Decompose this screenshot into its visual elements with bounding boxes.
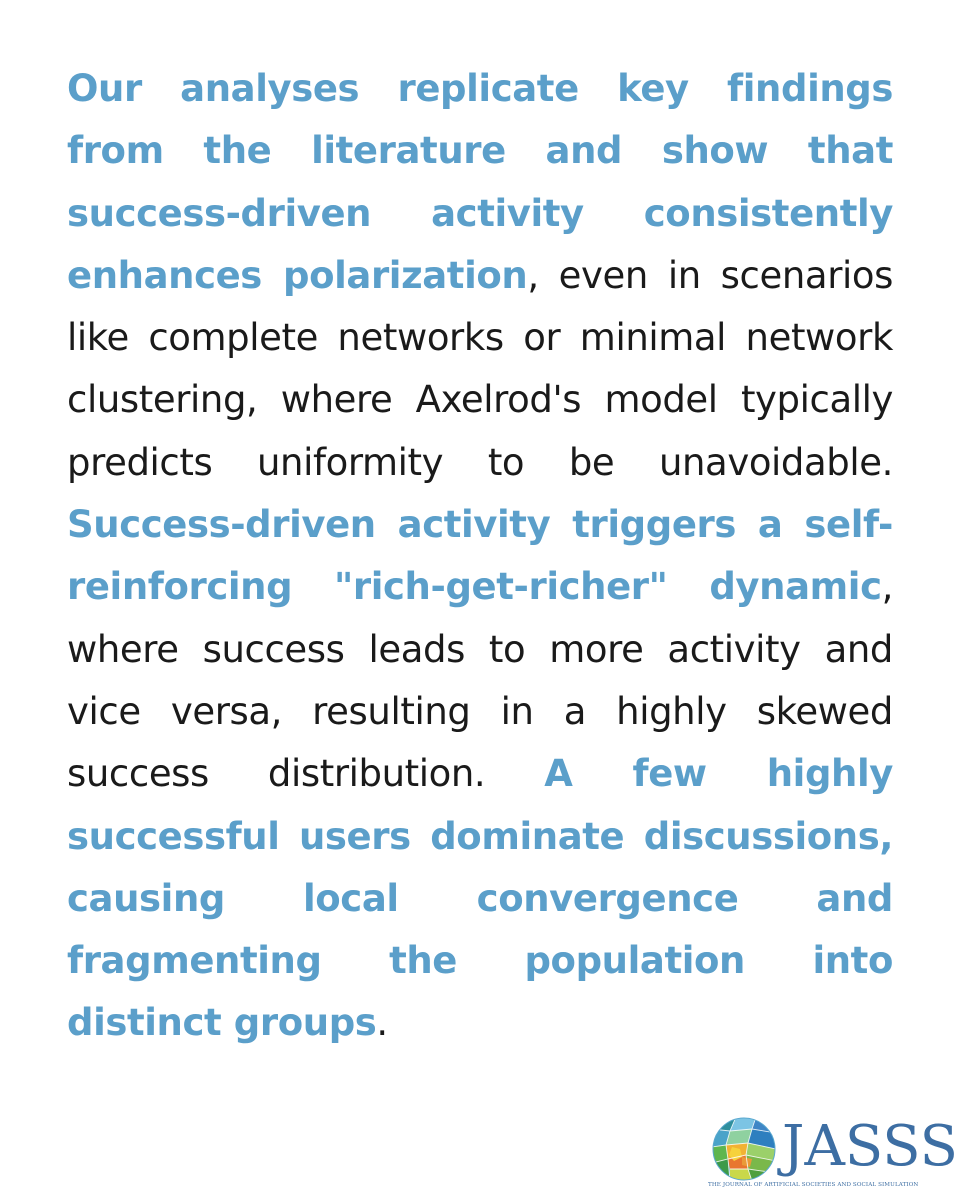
body-text-1: , even in scenarios like complete networks or minimal network clustering, where Axelrod's model typically predicts uniformity to be unavoidable. [67, 253, 893, 484]
body-text-2: , where success leads to more activity and vice versa, resulting in a highly skewed success distribution. [67, 565, 893, 796]
logo-tagline: THE JOURNAL OF ARTIFICIAL SOCIETIES AND SOCIAL SIMULATION [708, 1182, 919, 1188]
body-text-3: . [376, 1001, 388, 1045]
mosaic-globe-icon [712, 1117, 776, 1181]
logo-wordmark: JASSS [782, 1114, 959, 1179]
highlight-dominate: A few highly successful users dominate discussions, causing local convergence and fragmenting the population into distinct groups [67, 752, 893, 1045]
main-paragraph [67, 58, 893, 1055]
jasss-logo [708, 1113, 959, 1193]
highlight-polarization: Our analyses replicate key findings from the literature and show that success-driven activity consistently enhances polarization [67, 67, 893, 297]
highlight-rich-get-richer: Success-driven activity triggers a self-reinforcing "rich-get-richer" dynamic [67, 503, 893, 609]
